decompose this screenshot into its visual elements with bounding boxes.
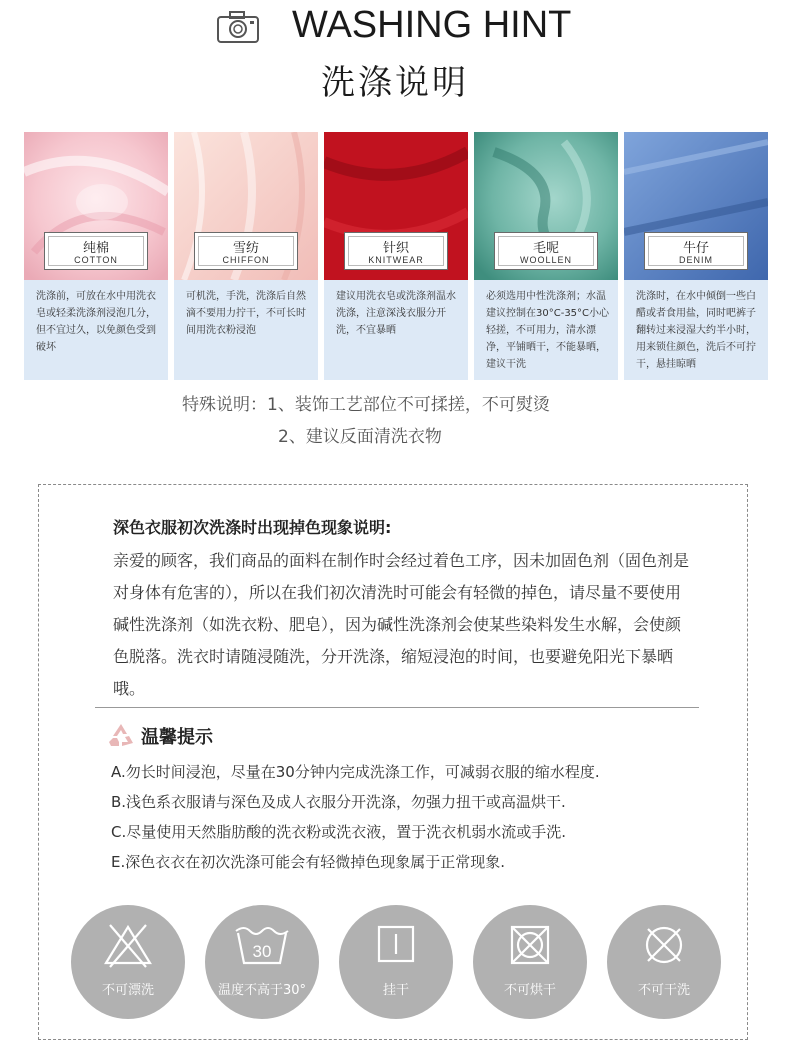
fabric-tag xyxy=(344,232,448,270)
fabric-tag xyxy=(194,232,298,270)
special-note-1: 特殊说明：1、装饰工艺部位不可揉搓，不可熨烫 xyxy=(182,395,550,415)
fabric-name-zh: 纯棉 xyxy=(82,241,109,256)
fabric-description: 建议用洗衣皂或洗涤剂温水洗涤，注意深浅衣服分开洗，不宜暴晒 xyxy=(336,291,456,336)
care-label: 温度不高于30° xyxy=(217,983,307,998)
fabric-card-denim xyxy=(624,132,768,380)
care-no-dry-clean xyxy=(607,905,721,1019)
fabric-name-zh: 针织 xyxy=(382,241,409,256)
care-no-bleach xyxy=(71,905,185,1019)
hang-dry-icon xyxy=(366,919,426,971)
fabric-description: 必须选用中性洗涤剂；水温建议控制在30°C-35°C小心轻搓，不可用力，清水漂净，平铺晒干，不能暴晒，建议干洗 xyxy=(486,291,610,370)
fabric-card-woollen xyxy=(474,132,618,380)
tips-title: 温馨提示 xyxy=(141,727,213,748)
fabric-name-en: KNITWEAR xyxy=(368,255,424,265)
title-english: WASHING HINT xyxy=(292,4,572,46)
special-note-2: 2、建议反面清洗衣物 xyxy=(278,427,442,447)
care-label: 挂干 xyxy=(382,983,409,998)
fabric-grid xyxy=(24,132,768,380)
notice-box xyxy=(38,484,748,1040)
divider xyxy=(95,707,699,708)
fabric-tag xyxy=(44,232,148,270)
fabric-name-en: CHIFFON xyxy=(222,255,270,265)
care-hang-dry xyxy=(339,905,453,1019)
recycle-icon xyxy=(107,721,135,749)
fabric-name-en: DENIM xyxy=(679,255,713,265)
no-tumble-dry-icon xyxy=(500,919,560,971)
wash-30-icon xyxy=(232,919,292,971)
care-label: 不可干洗 xyxy=(637,983,690,998)
notice-title: 深色衣服初次洗涤时出现掉色现象说明: xyxy=(113,518,392,537)
tip-item: C.尽量使用天然脂肪酸的洗衣粉或洗衣液，置于洗衣机弱水流或手洗. xyxy=(111,823,567,841)
fabric-name-en: WOOLLEN xyxy=(519,255,572,265)
fabric-name-en: COTTON xyxy=(74,255,118,265)
fabric-card-knitwear xyxy=(324,132,468,380)
fabric-name-zh: 毛呢 xyxy=(532,241,559,256)
header xyxy=(0,0,790,120)
care-wash-30 xyxy=(205,905,319,1019)
notice-body: 亲爱的顾客，我们商品的面料在制作时会经过着色工序，因未加固色剂（固色剂是对身体有危害的），所以在我们初次清洗时可能会有轻微的掉色，请尽量不要使用碱性洗涤剂（如洗衣粉、肥皂），因为碱性洗涤剂会使某些染料发生水解，会使颜色脱落。洗衣时请随浸随洗，分开洗涤，缩短浸泡的时间，也要避免阳光下暴晒哦。 xyxy=(113,551,690,698)
fabric-tag xyxy=(644,232,748,270)
fabric-card-cotton xyxy=(24,132,168,380)
care-no-tumble-dry xyxy=(473,905,587,1019)
care-label: 不可漂洗 xyxy=(101,983,154,998)
fabric-description: 洗涤前，可放在水中用洗衣皂或轻柔洗涤剂浸泡几分，但不宜过久，以免颜色受到破坏 xyxy=(36,291,156,353)
fabric-description: 可机洗，手洗，洗涤后自然滴不要用力拧干，不可长时间用洗衣粉浸泡 xyxy=(186,291,306,336)
wash-temp: 30 xyxy=(252,942,272,961)
fabric-description: 洗涤时，在水中倾倒一些白醋或者食用盐，同时吧裤子翻转过来浸湿大约半小时，用来锁住颜色，洗后不可拧干，悬挂晾晒 xyxy=(636,291,756,370)
fabric-name-zh: 牛仔 xyxy=(682,241,709,256)
tip-item: E.深色衣衣在初次洗涤可能会有轻微掉色现象属于正常现象. xyxy=(111,853,506,871)
no-bleach-icon xyxy=(98,919,158,971)
title-chinese: 洗涤说明 xyxy=(321,63,469,103)
no-dry-clean-icon xyxy=(634,919,694,971)
care-symbols xyxy=(71,905,721,1021)
fabric-tag xyxy=(494,232,598,270)
tips-list xyxy=(111,757,721,877)
tip-item: B.浅色系衣服请与深色及成人衣服分开洗涤，勿强力扭干或高温烘干. xyxy=(111,793,566,811)
fabric-card-chiffon xyxy=(174,132,318,380)
fabric-name-zh: 雪纺 xyxy=(232,241,259,256)
camera-icon xyxy=(216,10,260,44)
care-label: 不可烘干 xyxy=(503,983,556,998)
tip-item: A.勿长时间浸泡，尽量在30分钟内完成洗涤工作，可减弱衣服的缩水程度. xyxy=(111,763,600,781)
